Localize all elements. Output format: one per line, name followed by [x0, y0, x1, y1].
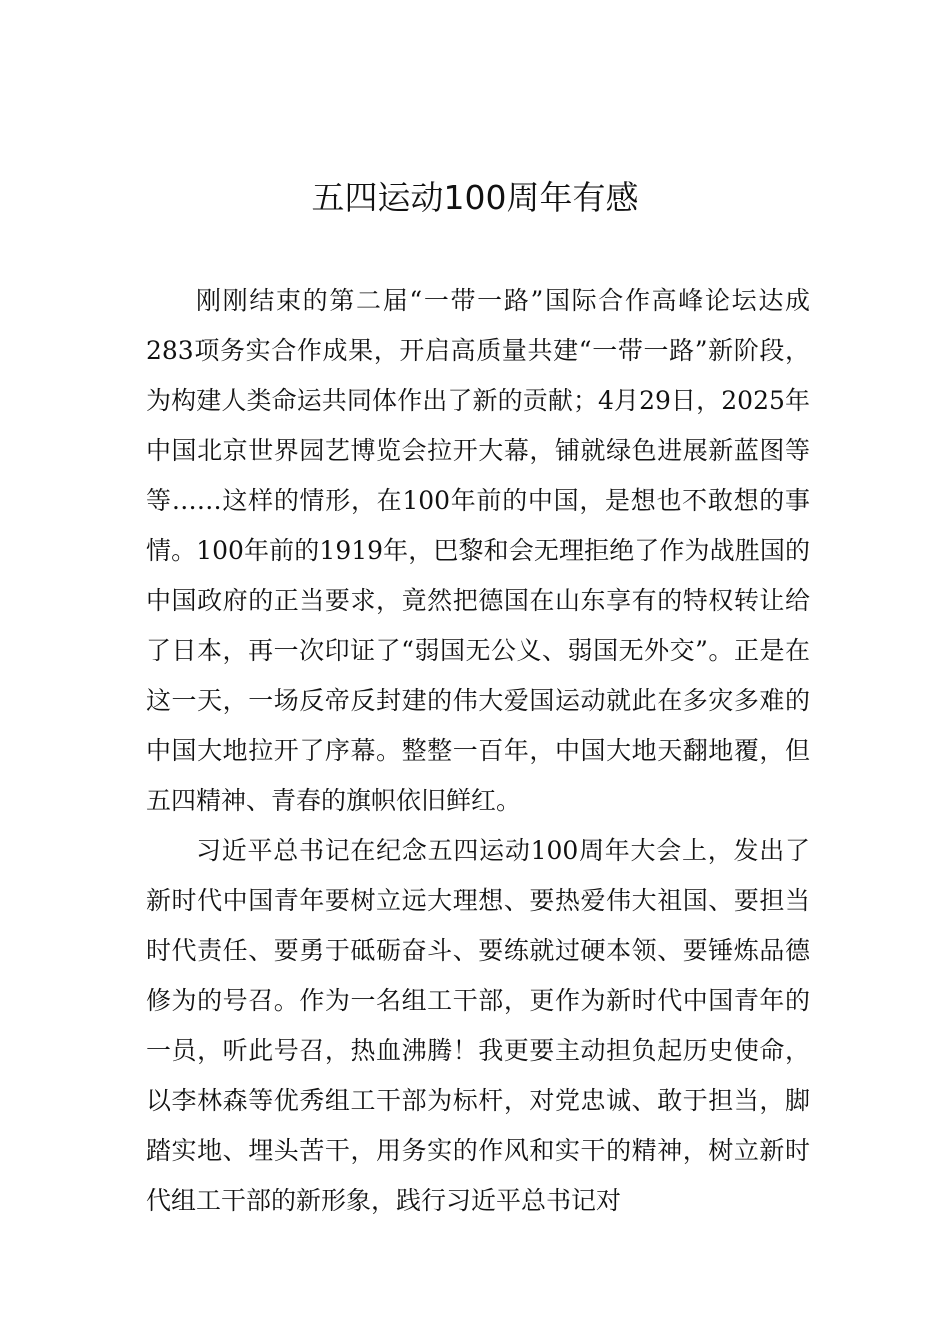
paragraph-1: 刚刚结束的第二届“一带一路”国际合作高峰论坛达成283项务实合作成果，开启高质量共建“一带一路”新阶段，为构建人类命运共同体作出了新的贡献；4月29日，2025年中国北京世界园艺博览会拉开大幕，铺就绿色进展新蓝图等等……这样的情形，在100年前的中国，是想也不敢想的事情。100年前的1919年，巴黎和会无理拒绝了作为战胜国的中国政府的正当要求，竟然把德国在山东享有的特权转让给了日本，再一次印证了“弱国无公义、弱国无外交”。正是在这一天，一场反帝反封建的伟大爱国运动就此在多灾多难的中国大地拉开了序幕。整整一百年，中国大地天翻地覆，但五四精神、青春的旗帜依旧鲜红。 — [146, 286, 810, 815]
document-title: 五四运动100周年有感 — [311, 178, 639, 217]
paragraph-2: 习近平总书记在纪念五四运动100周年大会上，发出了新时代中国青年要树立远大理想、要热爱伟大祖国、要担当时代责任、要勇于砥砺奋斗、要练就过硬本领、要锤炼品德修为的号召。作为一名组工干部，更作为新时代中国青年的一员，听此号召，热血沸腾！我更要主动担负起历史使命，以李林森等优秀组工干部为标杆，对党忠诚、敢于担当，脚踏实地、埋头苦干，用务实的作风和实干的精神，树立新时代组工干部的新形象，践行习近平总书记对 — [146, 836, 810, 1215]
document-body — [146, 276, 810, 1226]
